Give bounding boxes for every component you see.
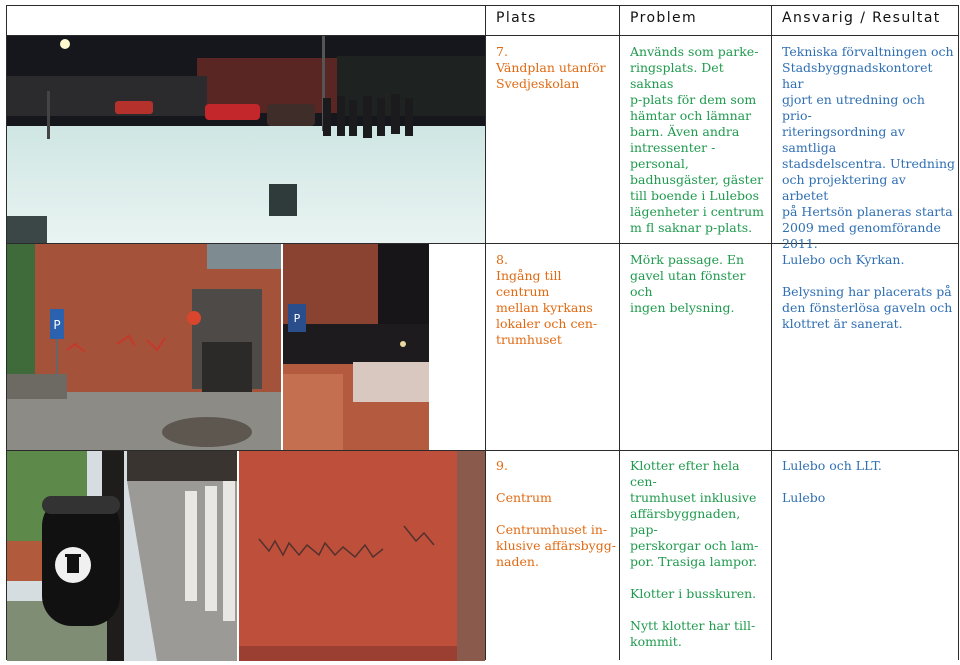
photo-turning-area [7,36,485,243]
row8-ansvarig: Lulebo och Kyrkan. Belysning har placerats på den fönsterlösa gaveln och klottret är sanerat. [782,252,953,331]
row9-ansvarig: Lulebo och LLT. Lulebo [782,458,882,505]
row9-problem: Klotter efter hela cen- trumhuset inklusive affärsbyggnaden, pap- perskorgar och lam- por. Trasiga lampor. Klotter i busskuren. Nytt klotter har till- kommit. [630,458,759,649]
header-problem: Problem [630,10,698,26]
col-divider-photos [485,5,486,660]
row8-plats: 8. Ingång till centrum mellan kyrkans lokaler och cen- trumhuset [496,252,598,347]
table-border-top [6,5,959,6]
trash-can-icon [42,496,120,626]
photo-church-entrance [7,244,281,450]
table-border-right [958,5,959,660]
photo-graffiti-wall [239,451,485,661]
col-divider-plats [619,5,620,660]
row7-ansvarig: Tekniska förvaltningen och Stadsbyggnadskontoret har gjort en utredning och prio- riteringsordning av samtliga stadsdelscentra. Utredning och projektering av arbetet på Hertsön planeras starta 2009 med genomförande 2011. [782,44,955,251]
header-ansvarig: Ansvarig / Resultat [782,10,941,26]
row9-plats: 9. Centrum Centrumhuset in- klusive affärsbygg- naden. [496,458,616,569]
row8-problem: Mörk passage. En gavel utan fönster och ingen belysning. [630,252,746,315]
svg-text:P: P [53,318,61,332]
svg-text:P: P [293,312,301,325]
photo-centrum-walkway [7,451,237,661]
row7-problem: Används som parke- ringsplats. Det saknas p-plats för dem som hämtar och lämnar barn. Även andra intressenter - personal, badhusgäster, gäster till boende i Lulebos lägenheter i centrum m fl saknar p-plats. [630,44,765,235]
col-divider-problem [771,5,772,660]
photo-dark-passage [283,244,429,450]
header-plats: Plats [496,10,537,26]
row7-plats: 7. Vändplan utanför Svedjeskolan [496,44,606,91]
